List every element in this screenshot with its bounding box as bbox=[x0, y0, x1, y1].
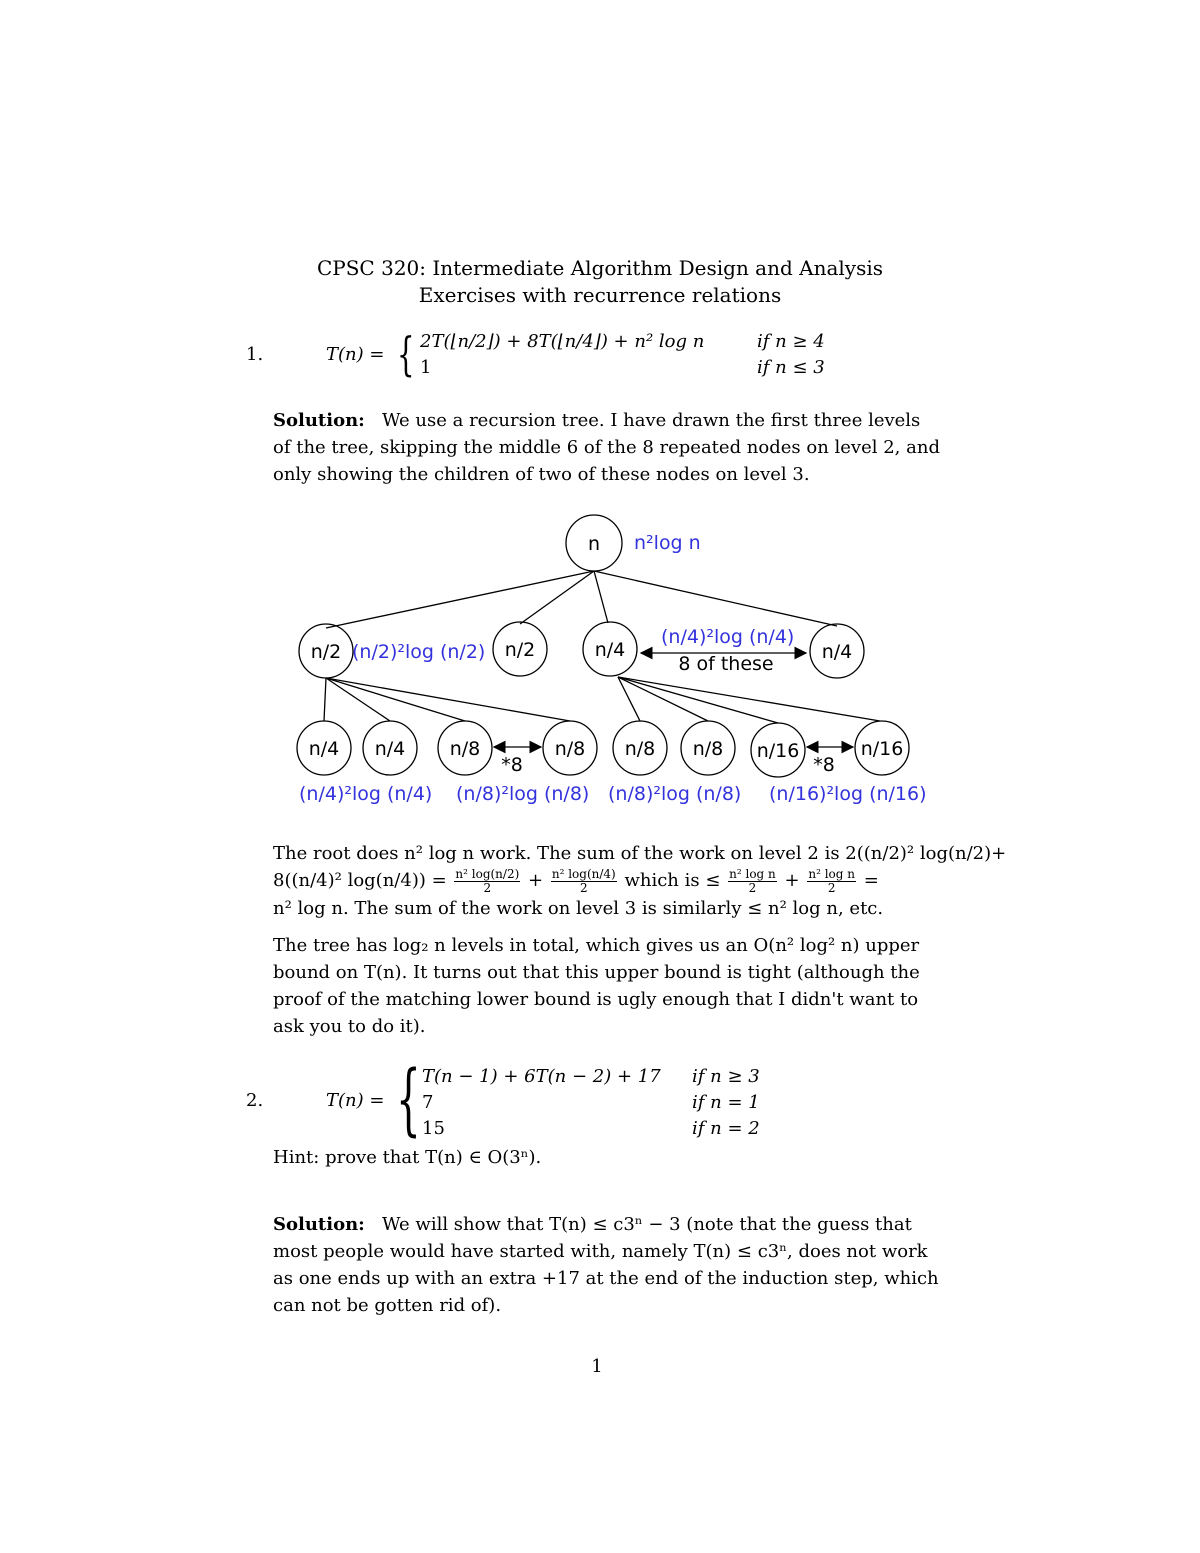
level2-work-label: (n/4)²log (n/4) bbox=[661, 626, 795, 648]
solution-line: We use a recursion tree. I have drawn the first three levels bbox=[382, 410, 921, 431]
solution-line: of the tree, skipping the middle 6 of the 8 repeated nodes on level 2, and bbox=[273, 437, 940, 458]
tree-node-label: n/16 bbox=[860, 738, 904, 760]
solution-line: most people would have started with, namely T(n) ≤ c3ⁿ, does not work bbox=[273, 1241, 928, 1262]
root-work-label: n²log n bbox=[634, 532, 701, 554]
solution-line: only showing the children of two of these nodes on level 3. bbox=[273, 464, 810, 485]
problem-1-case2-expr: 1 bbox=[420, 357, 432, 378]
solution-label: Solution: bbox=[273, 410, 365, 431]
bound-line: bound on T(n). It turns out that this upper bound is tight (although the bbox=[273, 962, 920, 983]
brace-icon: { bbox=[397, 327, 415, 381]
solution-label: Solution: bbox=[273, 1214, 365, 1235]
level3-work-label: (n/8)²log (n/8) bbox=[608, 783, 742, 805]
tree-node-label: n/2 bbox=[310, 641, 342, 663]
work-line: The root does n² log n work. The sum of the work on level 2 is 2((n/2)² log(n/2)+ bbox=[273, 843, 1007, 864]
bound-line: ask you to do it). bbox=[273, 1016, 426, 1037]
problem-2-case2-expr: 7 bbox=[422, 1092, 434, 1113]
fraction: $\frac{\text{n² log(n/4)}}{2}$ bbox=[551, 866, 616, 895]
bound-line: The tree has log₂ n levels in total, which gives us an O(n² log² n) upper bbox=[273, 935, 920, 956]
problem-2-case1-expr: T(n − 1) + 6T(n − 2) + 17 bbox=[422, 1066, 661, 1087]
problem-2-case3-expr: 15 bbox=[422, 1118, 445, 1139]
document-subtitle: Exercises with recurrence relations bbox=[418, 283, 782, 307]
problem-1-case1-cond: if n ≥ 4 bbox=[757, 331, 825, 352]
tree-node-label: n/2 bbox=[504, 639, 536, 661]
times-eight-label: *8 bbox=[501, 754, 523, 776]
tree-edge bbox=[594, 571, 837, 626]
bound-paragraph bbox=[273, 932, 973, 1040]
solution-line: can not be gotten rid of). bbox=[273, 1295, 502, 1316]
tree-edge bbox=[618, 677, 640, 721]
tree-node-label: n/8 bbox=[692, 738, 724, 760]
work-line: n² log n. The sum of the work on level 3 is similarly ≤ n² log n, etc. bbox=[273, 898, 884, 919]
tree-node-label: n/16 bbox=[756, 740, 800, 762]
tree-node-label: n/8 bbox=[624, 738, 656, 760]
problem-1-lhs: T(n) = bbox=[326, 344, 385, 365]
solution-line: as one ends up with an extra +17 at the end of the induction step, which bbox=[273, 1268, 939, 1289]
tree-edge bbox=[326, 678, 390, 721]
tree-node-label: n/4 bbox=[374, 738, 406, 760]
problem-2-case2-cond: if n = 1 bbox=[692, 1092, 760, 1113]
tree-edge bbox=[326, 678, 570, 721]
tree-node-label: n/4 bbox=[821, 641, 853, 663]
tree-node-label: n/8 bbox=[449, 738, 481, 760]
fraction: $\frac{\text{n² log n}}{2}$ bbox=[808, 866, 855, 895]
tree-node-label: n/4 bbox=[594, 639, 626, 661]
document-title: CPSC 320: Intermediate Algorithm Design and Analysis bbox=[316, 256, 884, 280]
tree-node-label: n/8 bbox=[554, 738, 586, 760]
problem-2-case1-cond: if n ≥ 3 bbox=[692, 1066, 760, 1087]
level2-work-label: (n/2)²log (n/2) bbox=[352, 641, 486, 663]
tree-edge bbox=[326, 678, 465, 721]
level3-work-label: (n/8)²log (n/8) bbox=[456, 783, 590, 805]
fraction: $\frac{\text{n² log(n/2)}}{2}$ bbox=[455, 866, 520, 895]
fraction: $\frac{\text{n² log n}}{2}$ bbox=[729, 866, 776, 895]
tree-edge bbox=[324, 678, 326, 721]
work-line: 8((n/4)² log(n/4)) = bbox=[273, 870, 447, 891]
problem-2-lhs: T(n) = bbox=[326, 1090, 385, 1111]
level3-work-label: (n/16)²log (n/16) bbox=[769, 783, 927, 805]
problem-1-case2-cond: if n ≤ 3 bbox=[757, 357, 825, 378]
bound-line: proof of the matching lower bound is ugly enough that I didn't want to bbox=[273, 989, 919, 1010]
problem-2-hint: Hint: prove that T(n) ∈ O(3ⁿ). bbox=[273, 1147, 542, 1168]
tree-node-label: n bbox=[587, 533, 601, 555]
page-number: 1 bbox=[591, 1356, 603, 1377]
solution-line: We will show that T(n) ≤ c3ⁿ − 3 (note that the guess that bbox=[382, 1214, 912, 1235]
problem-1-number: 1. bbox=[246, 344, 264, 365]
problem-1-case1-expr: 2T(⌊n/2⌋) + 8T(⌊n/4⌋) + n² log n bbox=[420, 331, 705, 352]
eight-of-these-label: 8 of these bbox=[678, 653, 774, 675]
work-analysis: The root does n² log n work. The sum of the work on level 2 is 2((n/2)² log(n/2)+ 8((n/4)² log(n/4)) = $\frac{\text{n² log(n/2)}}{2}$ + $\frac{\text{n² log(n/4)}}{2}$ which is ≤ $\frac{\text{n² log n}}{2}$ + $\frac{\text{n² log n}}{2}$ = n² log n. The sum of the work on level 3 is similarly ≤ n² log n, etc. bbox=[273, 840, 1033, 922]
tree-node-label: n/4 bbox=[308, 738, 340, 760]
brace-icon: { bbox=[396, 1055, 421, 1145]
problem-2-case3-cond: if n = 2 bbox=[692, 1118, 760, 1139]
problem-2-number: 2. bbox=[246, 1090, 264, 1111]
problem-2-solution bbox=[273, 1211, 973, 1319]
level3-work-label: (n/4)²log (n/4) bbox=[299, 783, 433, 805]
times-eight-label: *8 bbox=[813, 754, 835, 776]
tree-edge bbox=[594, 571, 608, 623]
